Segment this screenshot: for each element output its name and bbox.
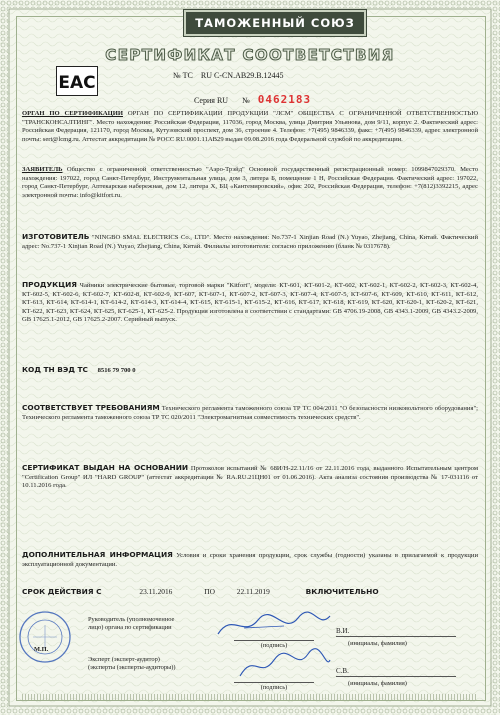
manufacturer-text: "NINGBO SMAL ELECTRICS Co., LTD". Место нахождения: No.737-1 Xinjian Road (N.) Yuyao, Zhejiang, China, Китай. Фактический адрес: No.737-1 Xinjian Road (N.) Yuyao, Zhejiang, China, Китай. Филиалы изготовителя: согласно приложению (бланк № 0317678). (22, 234, 478, 250)
basis-section (22, 464, 478, 491)
basis-text: Протоколов испытаний № 68И/Н-22.11/16 от 22.11.2016 года, выданного Испытательным центром "Certification Group" ИЛ "HARD GROUP" (аттестат аккредитации № RA.RU.21ЦН01 от 01.06.2016). Акта анализа состояния производства № 17-031116 от 10.11.2016 года. (22, 465, 478, 490)
mp-label: М.П. (34, 646, 49, 653)
applicant-text: Общество с ограниченной ответственностью "Аэро-Трэйд" Основной государственный регистрационный номер: 1099847029370. Место нахождения: 197022, город Санкт-Петербург, Инструментальная улица, дом 3, литера Б, помещение 1 Н, Российская Федерация. Фактический адрес: 197022, город Санкт-Петербург, Аптекарская набережная, дом 12, литера Х, БЦ «Кантемировский», офис 202, Российская Федерация, телефон: +7(812)3392215, адрес электронной почты: info@kitfort.ru. (22, 166, 478, 199)
head-name-block (336, 628, 456, 637)
applicant-section (22, 166, 478, 200)
validity-to-label: ПО (204, 587, 215, 596)
tnved-value: 8516 79 700 0 (97, 367, 136, 374)
head-label: Руководитель (уполномоченное лицо) органа по сертификации (88, 616, 175, 631)
validity-section (22, 588, 478, 597)
expert-name: С.В. (336, 668, 456, 677)
series-no-label: № (242, 96, 250, 105)
customs-union-banner: ТАМОЖЕННЫЙ СОЮЗ (184, 10, 366, 36)
organ-label: ОРГАН ПО СЕРТИФИКАЦИИ (22, 110, 124, 117)
manufacturer-label: ИЗГОТОВИТЕЛЬ (22, 232, 90, 241)
validity-from: 23.11.2016 (139, 587, 173, 596)
basis-label: СЕРТИФИКАТ ВЫДАН НА ОСНОВАНИИ (22, 463, 189, 472)
head-name-caption: (инициалы, фамилия) (348, 640, 407, 647)
validity-inclusive: ВКЛЮЧИТЕЛЬНО (305, 587, 379, 596)
signatures-area (22, 610, 478, 700)
validity-to: 22.11.2019 (236, 587, 270, 596)
series-number: 0462183 (257, 93, 312, 106)
head-name: В.И. (336, 628, 456, 637)
certificate-number-value: RU C-CN.AB29.B.12445 (200, 71, 284, 80)
organ-text: ОРГАН ПО СЕРТИФИКАЦИИ ПРОДУКЦИИ "ЛСМ" ОБЩЕСТВА С ОГРАНИЧЕННОЙ ОТВЕТСТВЕННОСТЬЮ "ТРАНСКОНСАЛТИНГ". Место нахождения: Российская Федерация, 117036, город Москва, улица Дмитрия Ульянова, дом 9/11, корпус 2. Фактический адрес: Российская Федерация, 121170, город Москва, Кутузовский проспект, дом 36, строение 4. Телефон: +7(495) 9846339, факс: +7(495) 9846339, адрес электронной почты: sert@lcmg.ru. Аттестат аккредитации № РОСС RU.0001.11AB29 выдан 09.08.2016 года Федеральной службой по аккредитации. (22, 110, 478, 143)
seal-stamp-icon (18, 610, 72, 664)
certificate-content (22, 0, 478, 715)
head-signature (214, 608, 334, 642)
organ-section (22, 110, 478, 144)
tnved-section (22, 366, 478, 376)
additional-label: ДОПОЛНИТЕЛЬНАЯ ИНФОРМАЦИЯ (22, 550, 173, 559)
manufacturer-section (22, 233, 478, 251)
conformity-text: Технического регламента таможенного союза ТР ТС 004/2011 "О безопасности низковольтного оборудования"; Технического регламента таможенного союза ТР ТС 020/2011 "Электромагнитная совместимость технических средств". (22, 405, 478, 421)
eac-logo-icon (56, 66, 98, 96)
product-section (22, 281, 478, 325)
validity-label: СРОК ДЕЙСТВИЯ С (22, 587, 102, 596)
expert-signature (234, 646, 334, 682)
additional-section (22, 551, 478, 569)
conformity-label: СООТВЕТСТВУЕТ ТРЕБОВАНИЯМ (22, 403, 160, 412)
expert-label: Эксперт (эксперт-аудитор) (эксперты (эксперты-аудиторы)) (88, 656, 176, 671)
certificate-number (173, 71, 284, 80)
series-block (194, 93, 311, 106)
applicant-label: ЗАЯВИТЕЛЬ (22, 166, 63, 173)
head-sign-caption: (подпись) (234, 640, 314, 650)
tnved-label: КОД ТН ВЭД ТС (22, 365, 88, 374)
footer-microtext-strip (22, 694, 478, 700)
expert-sign-caption: (подпись) (234, 682, 314, 692)
product-label: ПРОДУКЦИЯ (22, 280, 77, 289)
additional-text: Условия и сроки хранения продукции, срок службы (годности) указаны в прилагаемой к продукции эксплуатационной документации. (22, 552, 478, 568)
svg-text:EAC: EAC (58, 73, 96, 93)
certificate-title: СЕРТИФИКАТ СООТВЕТСТВИЯ (105, 46, 395, 64)
expert-name-caption: (инициалы, фамилия) (348, 680, 407, 687)
conformity-section (22, 404, 478, 422)
series-label: Серия RU (194, 96, 229, 105)
certificate-number-label: № ТС (173, 71, 193, 80)
product-text: Чайники электрические бытовые, торговой марки "Kitfort", модели: КТ-601, КТ-601-2, КТ-602, КТ-602-1, КТ-602-2, КТ-602-3, КТ-602-4, КТ-602-5, КТ-602-6, КТ-602-7, КТ-602-8, КТ-602-9, КТ-607, КТ-607-1, КТ-607-2, КТ-607-3, КТ-607-4, КТ-607-5, КТ-607-6, КТ-609, КТ-610, КТ-611, КТ-612, КТ-613, КТ-614, КТ-614-1, КТ-614-2, КТ-614-3, КТ-614-4, КТ-615, КТ-615-1, КТ-615-2, КТ-616, КТ-617, КТ-618, КТ-619, КТ-620, КТ-620-1, КТ-620-2, КТ-621, КТ-622, КТ-623, КТ-624, КТ-625, КТ-625-1, КТ-625-2. Продукция изготовлена в соответствии с стандартами: GB 4706.19-2008, GB 4343.1-2009, GB 4343.2-2009, GB 17625.1-2012, GB 17625.2-2007. Серийный выпуск. (22, 282, 478, 324)
expert-name-block (336, 668, 456, 677)
